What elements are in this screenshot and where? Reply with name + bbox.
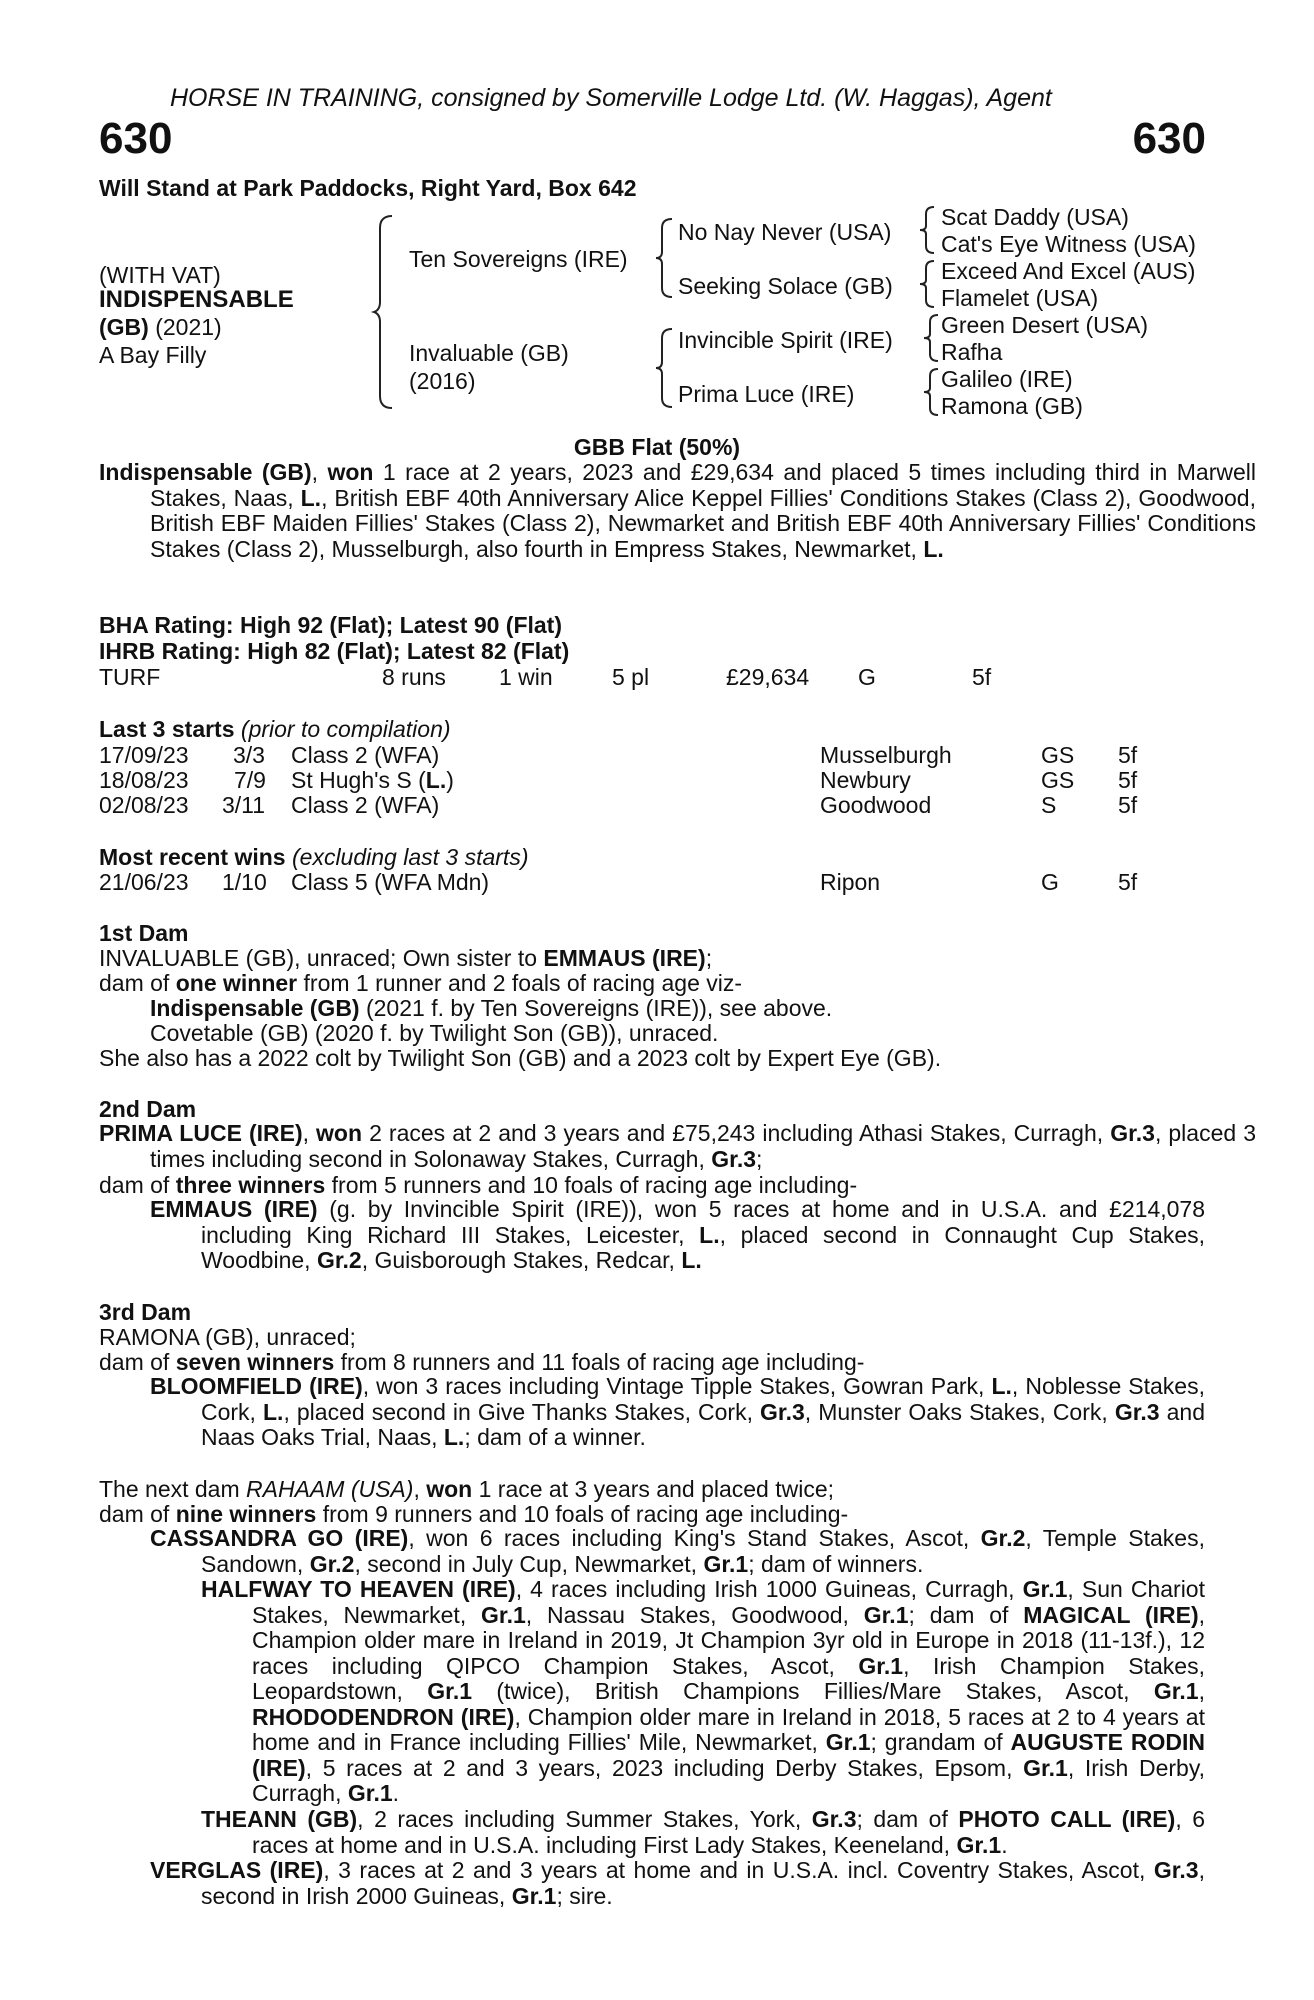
text: , placed 3 times including second in Solonaway Stakes, Curragh, [150,1120,1256,1172]
produce-name: AUGUSTE RODIN (IRE) [252,1729,1205,1781]
pedigree-ssd: Cat's Eye Witness (USA) [941,231,1196,257]
pedigree-sdd: Flamelet (USA) [941,285,1099,311]
text: , placed second in Give Thanks Stakes, Cork, [283,1398,761,1425]
pedigree-dam: Invaluable (GB) [409,340,569,366]
winners-count: nine winners [175,1501,317,1527]
pedigree-sire: Ten Sovereigns (IRE) [409,246,628,272]
text: . [1001,1831,1008,1858]
text: , Champion older mare in Ireland in 2018, 5 races at 2 to 4 years at home and in France including Fillies' Mile, Newmarket, [252,1703,1205,1755]
grade: Gr.3 [760,1398,805,1425]
last3-title: Last 3 starts [99,716,235,742]
produce-name: EMMAUS (IRE) [150,1196,318,1222]
produce-note: She also has a 2022 colt by Twilight Son (GB) and a 2023 colt by Expert Eye (GB). [99,1045,942,1071]
produce-item [150,1526,1205,1577]
win-date: 21/06/23 [99,869,189,895]
start-distance: 5f [1118,792,1138,818]
produce-name: RHODODENDRON (IRE) [252,1703,515,1730]
horse-description: A Bay Filly [99,342,207,368]
text: . [392,1780,400,1806]
won: won [426,1476,473,1502]
pedigree-dam-dam: Prima Luce (IRE) [678,381,855,407]
text: (twice), British Champions Fillies/Mare Stakes, Ascot, [472,1678,1154,1704]
text: from 9 runners and 10 foals of racing age including- [316,1501,849,1527]
text: , second in Irish 2000 Guineas, [201,1857,1205,1909]
turf-distance: 5f [972,664,992,690]
start-race: Class 2 (WFA) [291,792,440,818]
text: , Sun Chariot Stakes, Newmarket, [252,1576,1205,1628]
summary-listed-1: L. [300,484,322,511]
grade: Gr.3 [811,1806,857,1832]
last3-row [99,767,1219,793]
summary-text-2: , British EBF 40th Anniversary Alice Keppel Fillies' Conditions Stakes (Class 2), Goodwood, British EBF Maiden Fillies' Stakes (Class 2), Newmarket and British EBF 40th Anniversary Fillies' Conditions Stakes (Class 2), Musselburgh, also fourth in Empress Stakes, Newmarket, [150,484,1256,562]
text: ; dam of a winner. [464,1424,646,1450]
summary-horse-name: Indispensable (GB) [99,459,312,485]
grade: Gr.3 [711,1145,757,1172]
produce-name: PHOTO CALL (IRE) [958,1806,1176,1832]
grade: Gr.2 [316,1247,362,1273]
grade: Gr.1 [511,1882,557,1909]
start-going: S [1041,792,1057,818]
produce-name: Indispensable (GB) [150,995,360,1021]
grade: Gr.1 [825,1729,871,1755]
text: , [302,1120,317,1146]
text: ; dam of winners. [748,1550,924,1577]
text: dam of [99,1172,176,1198]
grade: Gr.1 [481,1601,526,1628]
turf-earnings: £29,634 [726,664,810,690]
produce-name: CASSANDRA GO (IRE) [150,1525,409,1551]
start-distance: 5f [1118,742,1138,768]
grade: Gr.1 [956,1831,1002,1858]
text: , [413,1476,427,1502]
produce-item: Covetable (GB) (2020 f. by Twilight Son (GB)), unraced. [150,1020,719,1046]
summary-won: won [327,459,374,485]
text: , placed second in Connaught Cup Stakes, Woodbine, [201,1221,1205,1273]
dam-name: PRIMA LUCE (IRE) [99,1120,303,1146]
second-dam-record [99,1121,1256,1172]
start-position: 7/9 [234,767,266,793]
grade: Gr.1 [1022,1576,1068,1602]
start-race-listed: L. [425,767,447,793]
grade: Gr.1 [1023,1754,1068,1781]
text: 2 races at 2 and 3 years and £75,243 including Athasi Stakes, Curragh, [362,1120,1111,1146]
produce-item [150,1197,1205,1274]
dam-name: RAHAAM (USA) [246,1476,414,1502]
start-race: Class 2 (WFA) [291,742,440,768]
lot-number-left: 630 [99,114,173,163]
text: , 5 races at 2 and 3 years, 2023 including Derby Stakes, Epsom, [305,1754,1024,1781]
text: ; dam of [856,1806,959,1832]
last3-note: (prior to compilation) [240,716,451,742]
last3-row [99,742,1219,768]
third-dam-line: RAMONA (GB), unraced; [99,1324,356,1350]
sibling-name: EMMAUS (IRE) [543,945,706,971]
start-race-close: ) [446,767,454,793]
recent-wins-heading [99,844,528,871]
fourth-dam-produce-summary [99,1501,848,1528]
grade: L. [263,1398,284,1425]
start-date: 02/08/23 [99,792,189,818]
text: , Irish Derby, Curragh, [252,1754,1206,1806]
start-going: GS [1041,742,1075,768]
start-course: Goodwood [820,792,932,818]
grade: Gr.1 [703,1550,749,1577]
horse-name: INDISPENSABLE [99,286,294,313]
second-dam-title: 2nd Dam [99,1096,197,1122]
pedigree-brace-ss [914,204,940,256]
gbb-heading: GBB Flat (50%) [573,434,741,460]
text: ; [705,945,713,971]
text: , second in July Cup, Newmarket, [354,1550,704,1577]
text: ; [756,1145,763,1172]
text: INVALUABLE (GB), unraced; Own sister to [99,945,544,971]
win-going: G [1041,869,1059,895]
win-race: Class 5 (WFA Mdn) [291,869,490,895]
text: (2021 f. by Ten Sovereigns (IRE)), see above. [359,995,833,1021]
produce-item [201,1807,1205,1858]
start-date: 17/09/23 [99,742,189,768]
produce-item [150,1858,1205,1909]
pedigree-brace-main [370,212,400,412]
pedigree-brace-dam [652,326,678,410]
text: , [1198,1678,1205,1704]
text: from 5 runners and 10 foals of racing age including- [325,1172,858,1198]
text: , Munster Oaks Stakes, Cork, [804,1398,1115,1425]
grade: Gr.1 [427,1678,473,1704]
pedigree-dds: Galileo (IRE) [941,366,1073,392]
start-race-name: St Hugh's S ( [291,767,426,793]
horse-country: (GB) [99,314,149,340]
first-dam-produce-summary [99,970,742,997]
start-position: 3/3 [233,742,265,768]
turf-wins: 1 win [499,664,553,690]
grade: L. [443,1424,465,1450]
grade: Gr.1 [1153,1678,1199,1704]
pedigree-dsd: Rafha [941,339,1003,365]
text: , Temple Stakes, Sandown, [201,1525,1205,1577]
start-course: Musselburgh [820,742,952,768]
grade: Gr.3 [1114,1398,1160,1425]
text: , 4 races including Irish 1000 Guineas, Curragh, [515,1576,1023,1602]
lot-number-right: 630 [1132,114,1206,163]
vat-note: (WITH VAT) [99,262,221,288]
turf-record [99,664,1219,690]
pedigree-dam-year: (2016) [409,368,476,394]
consignment-header: HORSE IN TRAINING, consigned by Somerville Lodge Ltd. (W. Haggas), Agent [170,84,1052,112]
third-dam-title: 3rd Dam [99,1299,192,1325]
grade: Gr.3 [1153,1857,1199,1883]
pedigree-brace-sd [914,258,940,310]
grade: L. [991,1373,1012,1399]
horse-country-year [99,314,222,341]
pedigree-dam-sire: Invincible Spirit (IRE) [678,327,893,353]
second-dam-produce-summary [99,1172,857,1199]
win-distance: 5f [1118,869,1138,895]
text: , Guisborough Stakes, Redcar, [361,1247,682,1273]
last3-heading [99,716,451,743]
grade: Gr.1 [858,1652,904,1679]
pedigree-sire-dam: Seeking Solace (GB) [678,273,893,299]
produce-name: HALFWAY TO HEAVEN (IRE) [201,1576,516,1602]
turf-runs: 8 runs [382,664,446,690]
start-position: 3/11 [222,792,266,818]
produce-name: BLOOMFIELD (IRE) [150,1373,363,1399]
first-dam-title: 1st Dam [99,920,189,946]
turf-going: G [858,664,876,690]
start-going: GS [1041,767,1075,793]
won: won [316,1120,363,1146]
pedigree-ddd: Ramona (GB) [941,393,1083,419]
start-race [291,767,454,794]
summary-text-1: 1 race at 2 years, 2023 and £29,634 and placed 5 times including third in Marwell Stakes, Naas, [150,459,1256,511]
text: , Nassau Stakes, Goodwood, [525,1601,864,1628]
grade: Gr.1 [347,1780,393,1806]
recent-wins-title: Most recent wins [99,844,286,870]
text: dam of [99,970,176,996]
third-dam-produce-summary [99,1349,864,1376]
turf-placed: 5 pl [612,664,650,690]
produce-item [150,995,832,1022]
text: 1 race at 3 years and placed twice; [472,1476,835,1502]
produce-name: THEANN (GB) [201,1806,358,1832]
text: , won 6 races including King's Stand Stakes, Ascot, [408,1525,981,1551]
text: from 8 runners and 11 foals of racing age including- [334,1349,865,1375]
pedigree-sds: Exceed And Excel (AUS) [941,258,1196,284]
produce-item [150,1374,1205,1451]
ihrb-rating: IHRB Rating: High 82 (Flat); Latest 82 (Flat) [99,638,570,664]
race-summary: Indispensable (GB), won 1 race at 2 years, 2023 and £29,634 and placed 5 times including third in Marwell Stakes, Naas, L., British EBF 40th Anniversary Alice Keppel Fillies' Conditions Stakes (Class 2), Goodwood, British EBF Maiden Fillies' Stakes (Class 2), Newmarket and British EBF 40th Anniversary Fillies' Conditions Stakes (Class 2), Musselburgh, also fourth in Empress Stakes, Newmarket, L. [99,459,1256,562]
produce-name: VERGLAS (IRE) [150,1857,324,1883]
fourth-dam-line [99,1476,834,1503]
horse-year: (2021) [155,314,222,340]
grade: Gr.1 [863,1601,909,1628]
text: from 1 runner and 2 foals of racing age viz- [297,970,743,996]
start-distance: 5f [1118,767,1138,793]
pedigree-brace-sire [652,216,678,300]
text: , Champion older mare in Ireland in 2019, Jt Champion 3yr old in Europe in 2018 (11-13f.), 12 races including QIPCO Champion Stakes, Ascot, [252,1601,1206,1679]
text: ; dam of [908,1601,1024,1628]
pedigree-sire-sire: No Nay Never (USA) [678,219,892,245]
grade: L. [681,1247,702,1273]
pedigree-sss: Scat Daddy (USA) [941,204,1129,230]
summary-listed-2: L. [923,535,944,562]
win-course: Ripon [820,869,881,895]
grade: Gr.3 [1110,1120,1155,1146]
text: and Naas Oaks Trial, Naas, [201,1398,1206,1450]
bha-rating: BHA Rating: High 92 (Flat); Latest 90 (Flat) [99,612,562,638]
start-date: 18/08/23 [99,767,189,793]
text: ; grandam of [870,1729,1011,1755]
first-dam-line [99,945,712,972]
winners-count: seven winners [175,1349,335,1375]
text: , won 3 races including Vintage Tipple Stakes, Gowran Park, [362,1373,992,1399]
produce-item [201,1577,1205,1807]
win-position: 1/10 [222,869,267,895]
pedigree-dss: Green Desert (USA) [941,312,1149,338]
start-course: Newbury [820,767,911,793]
text: (g. by Invincible Spirit (IRE)), won 5 races at home and in U.S.A. and £214,078 including King Richard III Stakes, Leicester, [201,1196,1205,1248]
text: , 2 races including Summer Stakes, York, [357,1806,812,1832]
stand-location: Will Stand at Park Paddocks, Right Yard, Box 642 [99,175,637,201]
text: dam of [99,1501,176,1527]
text: , Noblesse Stakes, Cork, [201,1373,1205,1425]
text: ; sire. [556,1882,613,1909]
turf-label: TURF [99,664,161,690]
grade: L. [699,1221,720,1248]
text: , 6 races at home and in U.S.A. including First Lady Stakes, Keeneland, [252,1806,1206,1858]
winners-count: one winner [175,970,298,996]
text: , Irish Champion Stakes, Leopardstown, [252,1652,1205,1704]
last3-row [99,792,1219,818]
text: , 3 races at 2 and 3 years at home and in U.S.A. incl. Coventry Stakes, Ascot, [323,1857,1154,1883]
recent-win-row [99,869,1219,895]
grade: Gr.2 [980,1525,1026,1551]
winners-count: three winners [175,1172,326,1198]
grade: Gr.2 [309,1550,355,1577]
text: The next dam [99,1476,247,1502]
recent-wins-note: (excluding last 3 starts) [292,844,529,870]
text: dam of [99,1349,176,1375]
produce-name: MAGICAL (IRE) [1023,1601,1199,1628]
